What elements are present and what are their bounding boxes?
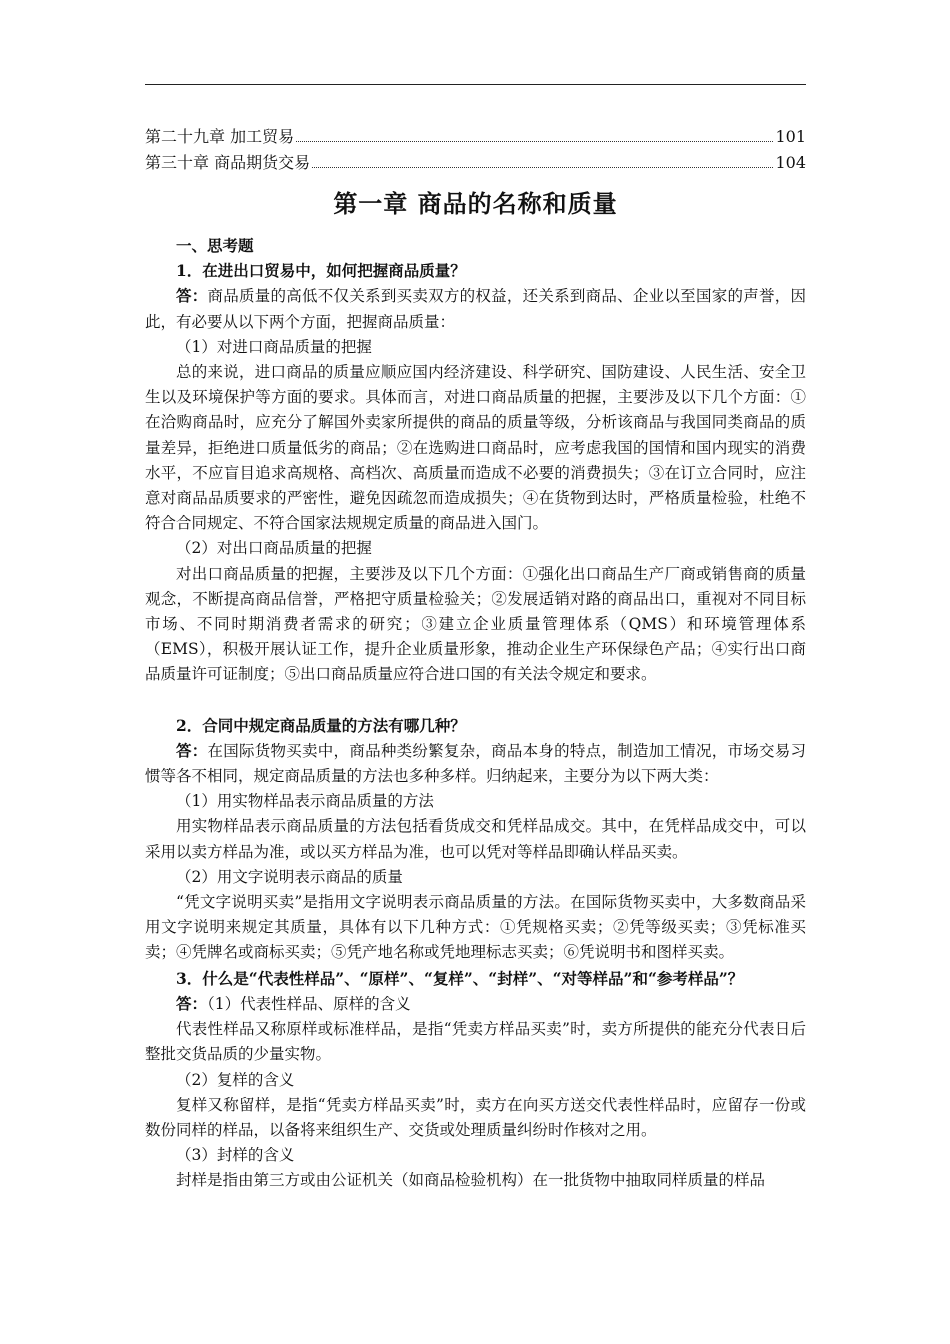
toc-entry-title: 第三十章 商品期货交易 bbox=[145, 153, 311, 172]
paragraph: “凭文字说明买卖”是指用文字说明表示商品质量的方法。在国际货物买卖中，大多数商品采用文字说明来规定其质量，具体有以下几种方式：①凭规格买卖；②凭等级买卖；③凭标准买卖；④凭牌名或商标买卖；⑤凭产地名称或凭地理标志买卖；⑥凭说明书和图样买卖。 bbox=[145, 893, 806, 962]
header-rule bbox=[145, 84, 806, 85]
answer-text: 在国际货物买卖中，商品种类纷繁复杂，商品本身的特点，制造加工情况，市场交易习惯等各不相同，规定商品质量的方法也多种多样。归纳起来，主要分为以下两大类： bbox=[145, 741, 806, 786]
subheading: （2）用文字说明表示商品的质量 bbox=[176, 867, 403, 886]
subheading: （2）对出口商品质量的把握 bbox=[176, 539, 372, 558]
paragraph: 复样又称留样，是指“凭卖方样品买卖”时，卖方在向买方送交代表性样品时，应留存一份或数份同样的样品，以备将来组织生产、交货或处理质量纠纷时作核对之用。 bbox=[145, 1095, 806, 1139]
toc-entry-page: 101 bbox=[775, 127, 806, 146]
answer-1 bbox=[145, 283, 806, 334]
toc-leader-dots bbox=[296, 141, 773, 142]
subheading: （3）封样的含义 bbox=[176, 1146, 295, 1165]
paragraph: 代表性样品又称原样或标准样品，是指“凭卖方样品买卖”时，卖方所提供的能充分代表日后整批交货品质的少量实物。 bbox=[145, 1020, 806, 1064]
section-heading: 一、思考题 bbox=[176, 236, 254, 255]
toc-entry-title: 第二十九章 加工贸易 bbox=[145, 127, 295, 146]
answer-2 bbox=[145, 738, 806, 789]
question-3: 3．什么是“代表性样品”、“原样”、“复样”、“封样”、“对等样品”和“参考样品”？ bbox=[176, 968, 744, 988]
answer-label: 答： bbox=[176, 993, 208, 1013]
paragraph: 封样是指由第三方或由公证机关（如商品检验机构）在一批货物中抽取同样质量的样品 bbox=[176, 1171, 766, 1190]
toc-entry-page: 104 bbox=[775, 153, 806, 172]
subheading: （2）复样的含义 bbox=[176, 1070, 295, 1089]
answer-text: （1）代表性样品、原样的含义 bbox=[207, 994, 411, 1013]
toc-entry[interactable] bbox=[145, 150, 806, 176]
paragraph: 用实物样品表示商品质量的方法包括看货成交和凭样品成交。其中，在凭样品成交中，可以采用以卖方样品为准，或以买方样品为准，也可以凭对等样品即确认样品买卖。 bbox=[145, 817, 806, 861]
paragraph: 总的来说，进口商品的质量应顺应国内经济建设、科学研究、国防建设、人民生活、安全卫生以及环境保护等方面的要求。具体而言，对进口商品质量的把握，主要涉及以下几个方面：①在洽购商品时，应充分了解国外卖家所提供的商品的质量等级，分析该商品与我国同类商品的质量差异，拒绝进口质量低劣的商品；②在选购进口商品时，应考虑我国的国情和国内现实的消费水平，不应盲目追求高规格、高档次、高质量而造成不必要的消费损失；③在订立合同时，应注意对商品品质要求的严密性，避免因疏忽而造成损失；④在货物到达时，严格质量检验，杜绝不符合合同规定、不符合国家法规规定质量的商品进入国门。 bbox=[145, 363, 806, 533]
table-of-contents bbox=[145, 124, 806, 176]
chapter-title: 第一章 商品的名称和质量 bbox=[333, 189, 618, 218]
question-1: 1．在进出口贸易中，如何把握商品质量？ bbox=[176, 261, 466, 281]
answer-3 bbox=[145, 991, 806, 1017]
answer-text: 商品质量的高低不仅关系到买卖双方的权益，还关系到商品、企业以至国家的声誉，因此，有必要从以下两个方面，把握商品质量： bbox=[145, 287, 806, 331]
answer-label: 答： bbox=[176, 740, 208, 760]
answer-label: 答： bbox=[176, 286, 208, 306]
toc-entry[interactable] bbox=[145, 124, 806, 150]
paragraph: 对出口商品质量的把握，主要涉及以下几个方面：①强化出口商品生产厂商或销售商的质量观念，不断提高商品信誉，严格把守质量检验关；②发展适销对路的商品出口，重视对不同目标市场、不同时期消费者需求的研究；③建立企业质量管理体系（QMS）和环境管理体系（EMS），积极开展认证工作，提升企业质量形象，推动企业生产环保绿色产品；④实行出口商品质量许可证制度；⑤出口商品质量应符合进口国的有关法令规定和要求。 bbox=[145, 564, 806, 684]
question-2: 2．合同中规定商品质量的方法有哪几种？ bbox=[176, 715, 466, 735]
subheading: （1）用实物样品表示商品质量的方法 bbox=[176, 792, 434, 811]
subheading: （1）对进口商品质量的把握 bbox=[176, 337, 372, 356]
chapter-body bbox=[145, 233, 806, 1194]
toc-leader-dots bbox=[312, 167, 773, 168]
